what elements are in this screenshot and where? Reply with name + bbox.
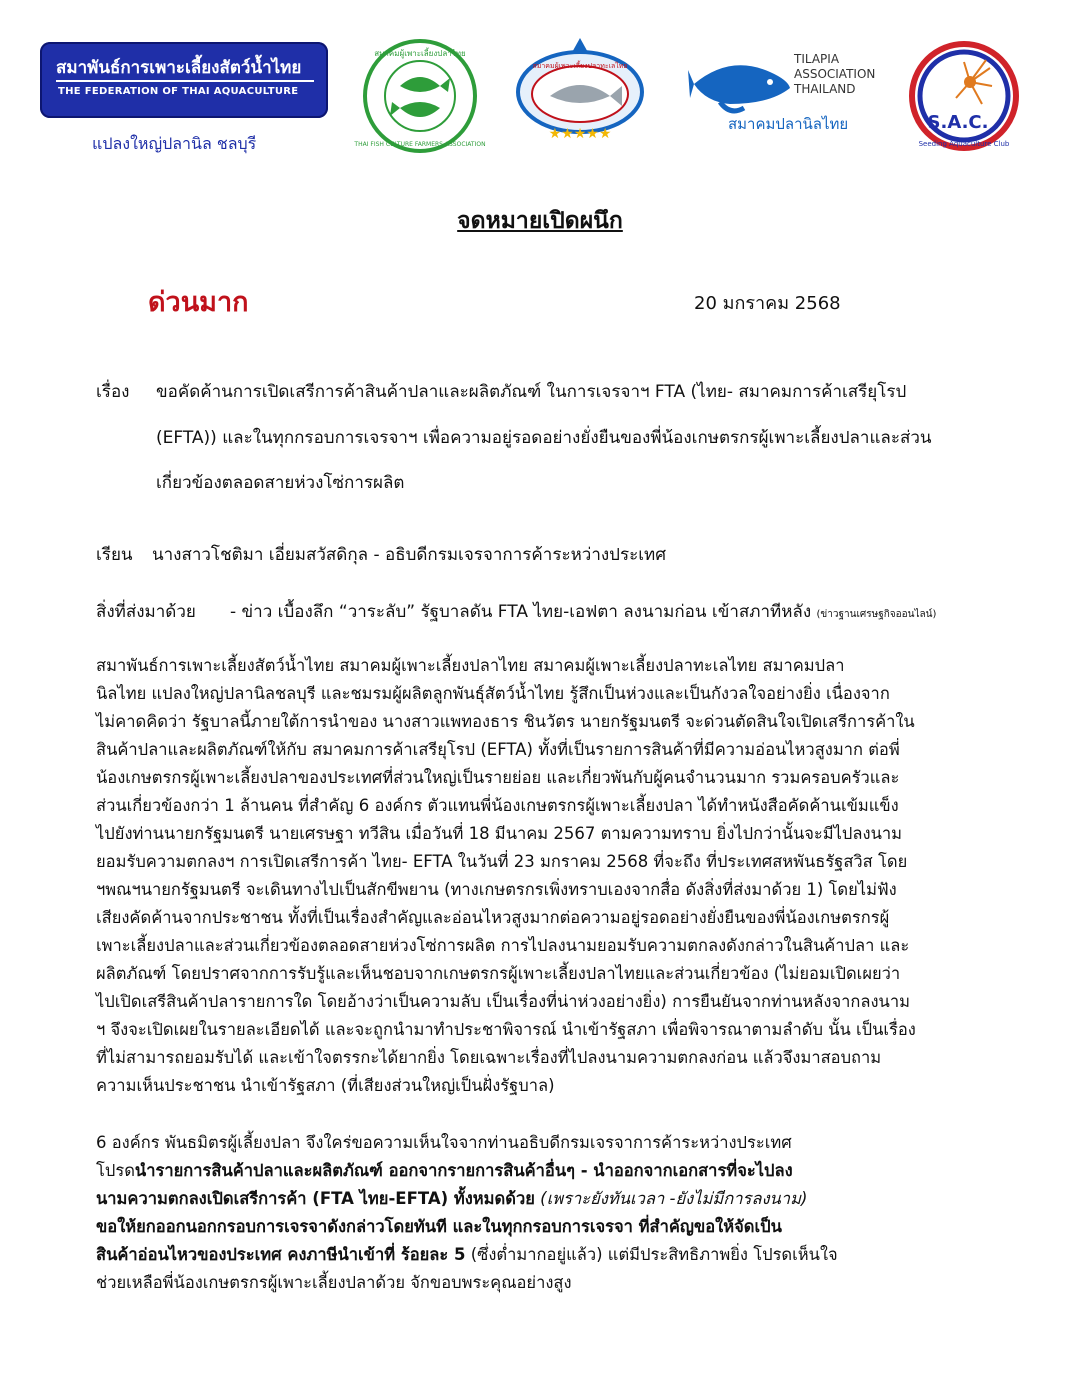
fish-farmers-logo <box>354 38 486 154</box>
enclosure-item: - ข่าว เบื้องลึก “วาระลับ” รัฐบาลดัน FTA ไทย-เอฟตา ลงนามก่อน เข้าสภาทีหลัง <box>230 602 812 622</box>
enclosure-source: (ข่าวฐานเศรษฐกิจออนไลน์) <box>816 609 937 620</box>
svg-text:★★★★★: ★★★★★ <box>548 126 612 142</box>
tilapia-logo-english <box>794 52 875 97</box>
tilapia-logo-thai: สมาคมปลานิลไทย <box>728 115 849 133</box>
body-line: ผลิตภัณฑ์ โดยปราศจากการรับรู้และเห็นชอบจากเกษตรกรผู้เพาะเลี้ยงปลาไทยและส่วนเกี่ยวข้อง (ไม่ยอมเปิดเผยว่า <box>96 964 901 983</box>
to-label: เรียน <box>96 545 133 565</box>
marine-fish-logo <box>510 34 650 144</box>
subject-line-1: ขอคัดค้านการเปิดเสรีการค้าสินค้าปลาและผลิตภัณฑ์ ในการเจรจาฯ FTA (ไทย- สมาคมการค้าเสรียุโรป <box>156 382 907 402</box>
sac-english: Seeding Aquaculture Club <box>918 140 1010 148</box>
marine-emblem-icon <box>510 34 650 144</box>
sac-emblem-icon <box>906 38 1022 154</box>
request-bold-3: สินค้าอ่อนไหวของประเทศ คงภาษีนำเข้าที่ ร้อยละ 5 <box>96 1245 466 1264</box>
body-line: ไปเปิดเสรีสินค้าปลารายการใด โดยอ้างว่าเป็นความลับ เป็นเรื่องที่น่าห่วงอย่างยิ่ง) การยืนยันจากท่านหลังจากลงนาม <box>96 992 910 1011</box>
tilapia-line-3: THAILAND <box>794 82 856 96</box>
body-line: ที่ไม่สามารถยอมรับได้ และเข้าใจตรรกะได้ยากยิ่ง โดยเฉพาะเรื่องที่ไปลงนามความตกลงก่อน แล้วจึงมาสอบถาม <box>96 1048 882 1067</box>
body-line: ฯ จึงจะเปิดเผยในรายละเอียดได้ และจะถูกนำมาทำประชาพิจารณ์ นำเข้ารัฐสภา เพื่อพิจารณาตามลำดับ นั้น เป็นเรื่อง <box>96 1020 916 1039</box>
federation-logo-thai: สมาพันธ์การเพาะเลี้ยงสัตว์น้ำไทย <box>56 58 302 78</box>
body-line: ฯพณฯนายกรัฐมนตรี จะเดินทางไปเป็นสักขีพยาน (ทางเกษตรกรเพิ่งทราบเองจากสื่อ ดังสิ่งที่ส่งมาด้วย 1) โดยไม่ฟัง <box>96 880 897 899</box>
body-line: นิลไทย แปลงใหญ่ปลานิลชลบุรี และชมรมผู้ผลิตลูกพันธุ์สัตว์น้ำไทย รู้สึกเป็นห่วงและเป็นกังวลใจอย่างยิ่ง เนื่องจาก <box>96 684 890 703</box>
subject-line-2: (EFTA)) และในทุกกรอบการเจรจาฯ เพื่อความอยู่รอดอย่างยั่งยืนของพี่น้องเกษตรกรผู้เพาะเลี้ยงปลาและส่วน <box>156 428 932 448</box>
body-line: เพาะเลี้ยงปลาและส่วนเกี่ยวข้องตลอดสายห่วงโซ่การผลิต การไปลงนามยอมรับความตกลงดังกล่าวในสินค้าปลา และ <box>96 936 910 955</box>
request-line-1: 6 องค์กร พันธมิตรผู้เลี้ยงปลา จึงใคร่ขอความเห็นใจจากท่านอธิบดีกรมเจรจาการค้าระหว่างประเทศ <box>96 1133 792 1152</box>
request-line-5 <box>96 1242 994 1268</box>
request-line-3 <box>96 1186 994 1212</box>
tilapia-line-2: ASSOCIATION <box>794 67 876 81</box>
request-line-4: ขอให้ยกออกนอกกรอบการเจรจาดังกล่าวโดยทันที และในทุกกรอบการเจรจา ที่สำคัญขอให้จัดเป็น <box>96 1217 782 1236</box>
body-line: ความเห็นประชาชน นำเข้ารัฐสภา (ที่เสียงส่วนใหญ่เป็นฝั่งรัฐบาล) <box>96 1076 555 1095</box>
body-line: เสียงคัดค้านจากประชาชน ทั้งที่เป็นเรื่องสำคัญและอ่อนไหวสูงมากต่อความอยู่รอดอย่างยั่งยืนของพี่น้องเกษตรกรผู้ <box>96 908 890 927</box>
body-line: น้องเกษตรกรผู้เพาะเลี้ยงปลาของประเทศที่ส่วนใหญ่เป็นรายย่อย และเกี่ยวพันกับผู้คนจำนวนมาก รวมครอบครัวและ <box>96 768 900 787</box>
request-line-2 <box>96 1158 994 1184</box>
request-line-6: ช่วยเหลือพี่น้องเกษตรกรผู้เพาะเลี้ยงปลาด้วย จักขอบพระคุณอย่างสูง <box>96 1273 572 1292</box>
enclosure-label: สิ่งที่ส่งมาด้วย <box>96 602 196 622</box>
body-line: ไปยังท่านนายกรัฐมนตรี นายเศรษฐา ทวีสิน เมื่อวันที่ 18 มีนาคม 2567 ตามความทราบ ยิ่งไปกว่านั้นจะมีไปลงนาม <box>96 824 902 843</box>
body-line: ส่วนเกี่ยวข้องกว่า 1 ล้านคน ที่สำคัญ 6 องค์กร ตัวแทนพี่น้องเกษตรกรผู้เพาะเลี้ยงปลา ได้ทำหนังสือคัดค้านเข้มแข็ง <box>96 796 899 815</box>
logo-divider <box>56 80 314 82</box>
sac-logo <box>906 38 1022 154</box>
letter-date: 20 มกราคม 2568 <box>694 293 841 314</box>
body-line: สินค้าปลาและผลิตภัณฑ์ให้กับ สมาคมการค้าเสรียุโรป (EFTA) ทั้งที่เป็นรายการสินค้าที่มีความอ่อนไหวสูงมาก ต่อพี่ <box>96 740 900 759</box>
fish-emblem-icon <box>354 38 486 154</box>
tilapia-logo <box>690 50 890 134</box>
request-bold-2: นามความตกลงเปิดเสรีการค้า (FTA ไทย-EFTA) ทั้งหมดด้วย <box>96 1189 535 1208</box>
request-prefix: โปรด <box>96 1161 135 1180</box>
subject-line-3: เกี่ยวข้องตลอดสายห่วงโซ่การผลิต <box>156 473 405 493</box>
marine-logo-thai: สมาคมผู้เพาะเลี้ยงปลาทะเลไทย <box>532 62 628 70</box>
request-regular-tail: (ซึ่งต่ำมากอยู่แล้ว) แต่มีประสิทธิภาพยิ่ง โปรดเห็นใจ <box>465 1245 838 1264</box>
fish-farmers-logo-thai: สมาคมผู้เพาะเลี้ยงปลาไทย <box>374 49 466 58</box>
request-bold-1: นำรายการสินค้าปลาและผลิตภัณฑ์ ออกจากรายการสินค้าอื่นๆ - นำออกจากเอกสารที่จะไปลง <box>134 1161 793 1180</box>
federation-caption: แปลงใหญ่ปลานิล ชลบุรี <box>92 134 257 153</box>
sac-letters: S.A.C. <box>927 112 989 133</box>
federation-logo-english: THE FEDERATION OF THAI AQUACULTURE <box>58 86 299 97</box>
to-text: นางสาวโชติมา เอี่ยมสวัสดิกุล - อธิบดีกรมเจรจาการค้าระหว่างประเทศ <box>152 545 667 565</box>
federation-logo <box>40 42 328 118</box>
body-line: ไม่คาดคิดว่า รัฐบาลนี้ภายใต้การนำของ นางสาวแพทองธาร ชินวัตร นายกรัฐมนตรี จะด่วนตัดสินใจเปิดเสรีการค้าใน <box>96 712 915 731</box>
fish-farmers-logo-english: THAI FISH CULTURE FARMERS ASSOCIATION <box>354 141 486 148</box>
body-line: ยอมรับความตกลงฯ การเปิดเสรีการค้า ไทย- EFTA ในวันที่ 23 มกราคม 2568 ที่จะถึง ที่ประเทศสหพันธรัฐสวิส โดย <box>96 852 908 871</box>
enclosure-text <box>230 598 936 625</box>
body-line: สมาพันธ์การเพาะเลี้ยงสัตว์น้ำไทย สมาคมผู้เพาะเลี้ยงปลาไทย สมาคมผู้เพาะเลี้ยงปลาทะเลไทย สมาคมปลา <box>96 656 845 675</box>
letter-title: จดหมายเปิดผนึก <box>457 208 623 234</box>
tilapia-line-1: TILAPIA <box>794 52 840 66</box>
request-italic-note: (เพราะยังทันเวลา -ยังไม่มีการลงนาม) <box>534 1189 808 1208</box>
urgent-label: ด่วนมาก <box>148 287 249 318</box>
subject-label: เรื่อง <box>96 382 130 402</box>
